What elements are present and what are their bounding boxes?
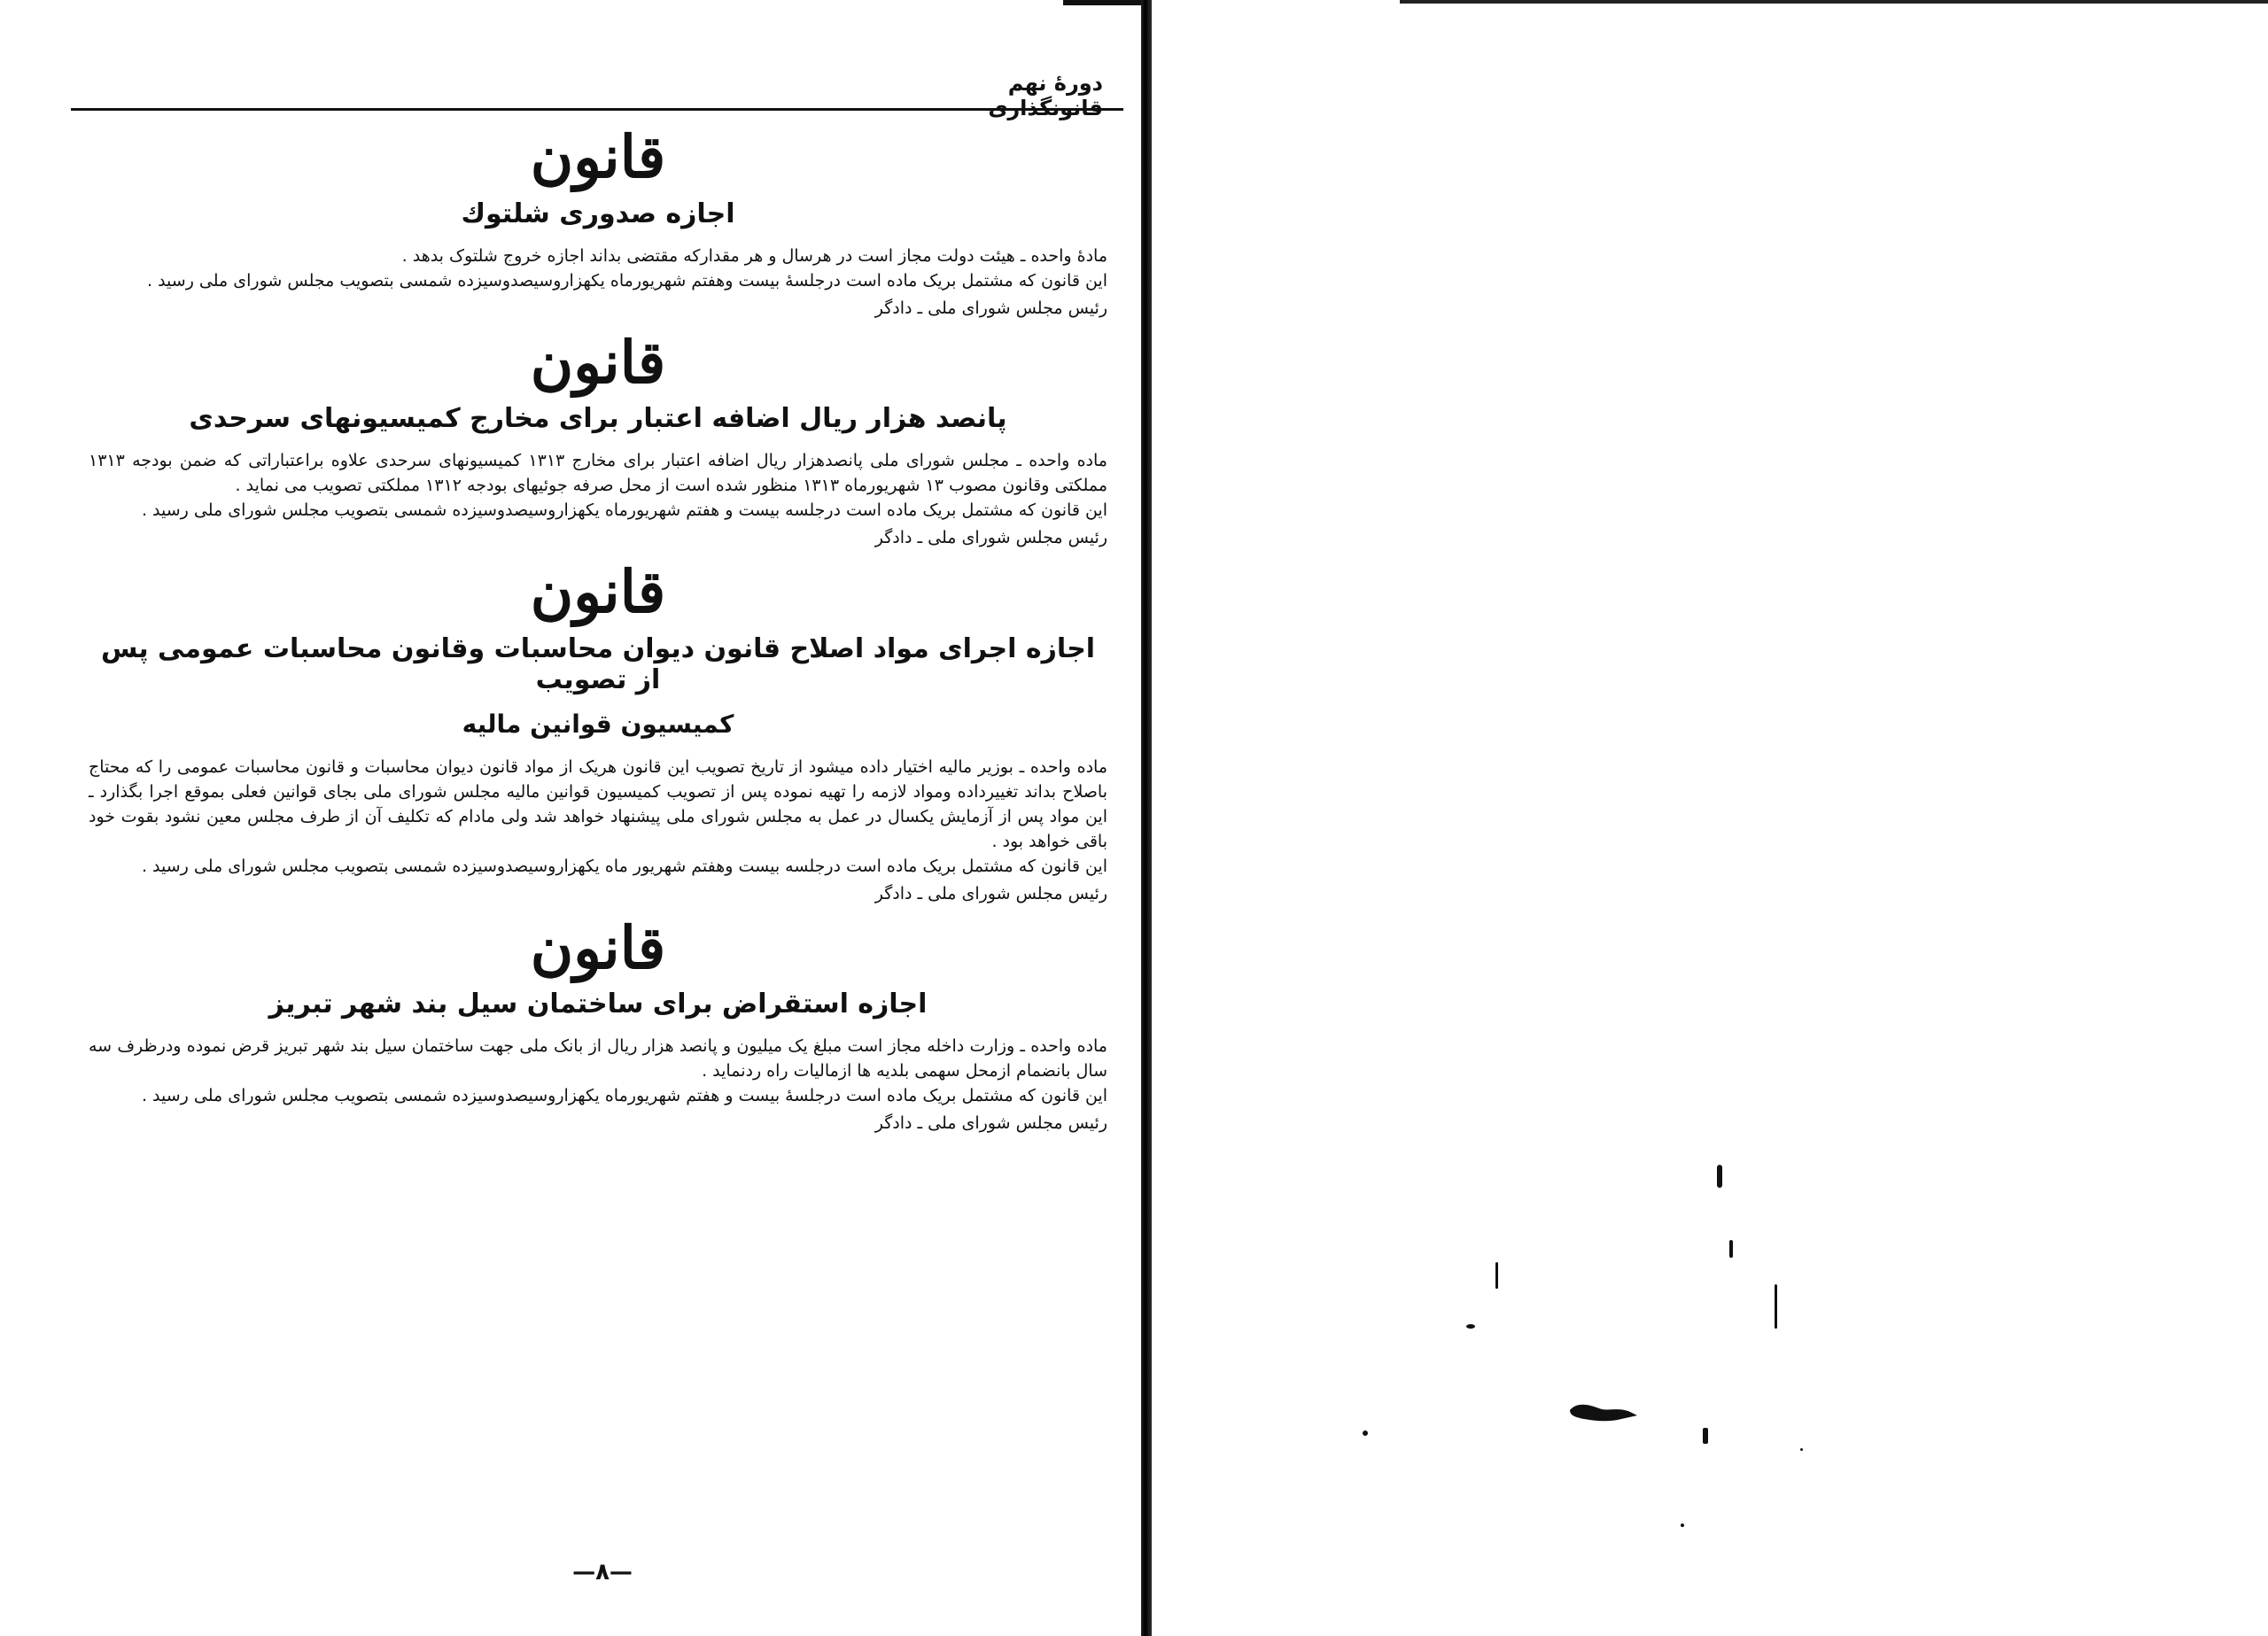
scan-speck xyxy=(1466,1324,1475,1329)
law-article: ماده واحده ـ مجلس شورای ملی پانصدهزار ریال اضافه اعتبار برای مخارج ۱۳۱۳ کمیسیونهای سرحدی علاوه براعتباراتی که ضمن بودجه ۱۳۱۳ مملکتی وقانون مصوب ۱۳ شهریورماه ۱۳۱۳ منظور شده است از محل صرفه جوئیهای بودجه ۱۳۱۲ مملکتی تصویب می نماید . xyxy=(89,451,1107,496)
law-signature: رئیس مجلس شورای ملی ـ دادگر xyxy=(874,298,1107,318)
laws-content xyxy=(89,120,1107,1145)
law-signature: رئیس مجلس شورای ملی ـ دادگر xyxy=(874,1113,1107,1134)
law-subtitle: اجازه صدوری شلتوك xyxy=(461,198,735,229)
right-page-blank xyxy=(1152,0,2268,1636)
scan-speck xyxy=(1775,1284,1777,1329)
law-approval: این قانون که مشتمل بریک ماده است درجلسه بیست و هفتم شهریورماه یکهزاروسیصدوسیزده شمسی بتصویب مجلس شورای ملی رسید . xyxy=(141,500,1107,521)
scan-edge-mark xyxy=(1063,0,1143,5)
law-subtitle: پانصد هزار ریال اضافه اعتبار برای مخارج کمیسیونهای سرحدی xyxy=(189,403,1007,435)
scan-blob xyxy=(1568,1400,1639,1426)
law-title: قانون xyxy=(530,327,666,397)
header-rule xyxy=(71,108,1123,111)
scan-speck xyxy=(1729,1240,1733,1258)
scan-speck xyxy=(1495,1262,1498,1289)
book-spine xyxy=(1141,0,1152,1636)
law-article: ماده واحده ـ وزارت داخله مجاز است مبلغ یک میلیون و پانصد هزار ریال از بانک ملی جهت ساختمان سیل بند شهر تبریز قرض نموده ودرظرف سه سال بانضمام ازمحل سهمی بلدیه ها ازمالیات راه ردنماید . xyxy=(89,1036,1107,1082)
scan-speck xyxy=(1717,1165,1722,1188)
law-approval: این قانون که مشتمل بریک ماده است درجلسهٔ بیست و هفتم شهریورماه یکهزاروسیصدوسیزده شمسی بتصویب مجلس شورای ملی رسید . xyxy=(141,1086,1107,1106)
law-approval: این قانون که مشتمل بریک ماده است درجلسه بیست وهفتم شهریور ماه یکهزاروسیصدوسیزده شمسی بتصویب مجلس شورای ملی رسید . xyxy=(141,856,1107,876)
law-committee: کمیسیون قوانین مالیه xyxy=(462,709,734,739)
law-section xyxy=(89,327,1107,552)
law-title: قانون xyxy=(530,122,666,191)
scan-speck xyxy=(1363,1431,1368,1436)
law-approval: این قانون که مشتمل بریک ماده است درجلسهٔ بیست وهفتم شهریورماه یکهزاروسیصدوسیزده شمسی بتصویب مجلس شورای ملی رسید . xyxy=(146,270,1107,291)
scan-speck xyxy=(1703,1428,1708,1444)
law-signature: رئیس مجلس شورای ملی ـ دادگر xyxy=(874,883,1107,903)
law-section xyxy=(89,912,1107,1137)
law-subtitle: اجازه اجرای مواد اصلاح قانون دیوان محاسبات وقانون محاسبات عمومی پس از تصویب xyxy=(100,632,1096,695)
law-title: قانون xyxy=(530,557,666,627)
law-title: قانون xyxy=(530,912,666,982)
law-section xyxy=(89,557,1107,907)
law-section xyxy=(89,122,1107,322)
law-article: ماده واحده ـ بوزیر مالیه اختیار داده میشود از تاریخ تصویب این قانون هریک از مواد قانون دیوان محاسبات و قانون محاسبات عمومی را که محتاج باصلاح بداند تغییرداده ومواد لازمه را تهیه نموده پس از تصویب کمیسیون قوانین مالیه مجلس شورای ملی بجای قوانین فعلی بموقع اجرا بگذارد ـ این مواد پس از آزمایش یکسال در عمل به مجلس شورای ملی پیشنهاد خواهد شد ولی مادام که تکلیف آن از طرف مجلس معین نشود بقوت خود باقی خواهد بود . xyxy=(89,756,1107,851)
law-signature: رئیس مجلس شورای ملی ـ دادگر xyxy=(874,528,1107,548)
scan-speck xyxy=(1681,1524,1684,1527)
law-subtitle: اجازه استقراض برای ساختمان سیل بند شهر تبریز xyxy=(268,989,928,1020)
law-article: مادهٔ واحده ـ هیئت دولت مجاز است در هرسال و هر مقدارکه مقتضی بداند اجازه خروج شلتوک بدهد . xyxy=(401,245,1107,266)
running-header: دورهٔ نهم قانونگذاری xyxy=(988,71,1103,120)
page-number: —۸— xyxy=(572,1559,633,1586)
scan-speck xyxy=(1800,1448,1803,1451)
